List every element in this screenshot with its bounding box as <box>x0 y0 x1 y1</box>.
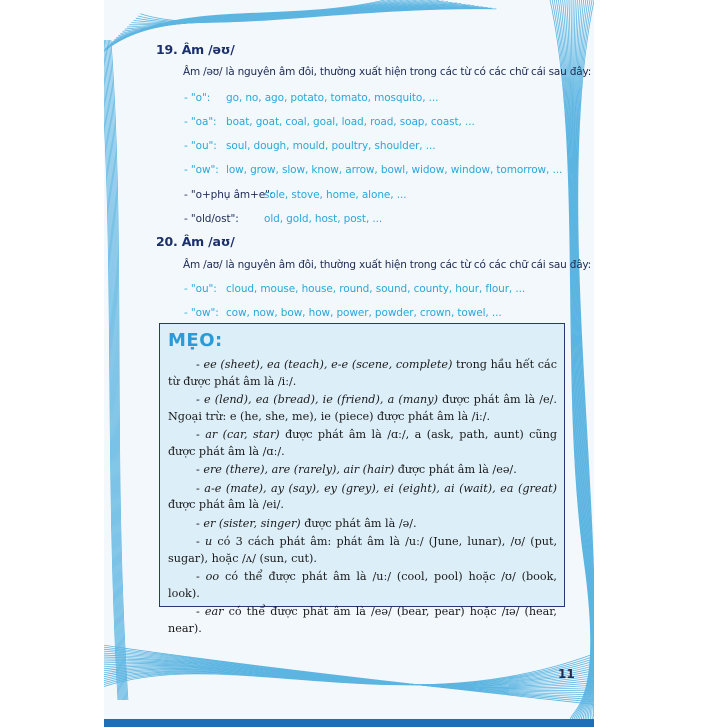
tip-item <box>168 481 557 514</box>
section-20-heading: 20. Âm /aʊ/ <box>156 234 235 249</box>
tip-pattern: - u <box>196 535 213 548</box>
example-words: low, grow, slow, know, arrow, bowl, widow, window, tomorrow, ... <box>226 164 563 176</box>
book-page <box>104 0 594 727</box>
tip-item <box>168 357 557 390</box>
tip-text: có thể được phát âm là /eə/ (bear, pear) hoặc /ɪə/ (hear, near). <box>168 605 557 635</box>
example-words: boat, goat, coal, goal, load, road, soap, coast, ... <box>226 116 475 128</box>
example-row <box>184 307 502 319</box>
spelling-pattern-label: - "oa": <box>184 116 217 128</box>
tip-pattern: - ere (there), are (rarely), air (hair) <box>196 463 395 476</box>
tip-item <box>168 604 557 637</box>
tip-text: được phát âm là /ei/. <box>168 498 284 511</box>
tip-item <box>168 516 557 533</box>
example-row <box>184 283 525 295</box>
tip-item <box>168 427 557 460</box>
tip-pattern: - ear <box>196 605 224 618</box>
tip-text: trong hầu hết các từ được phát âm là /iː/. <box>168 358 557 388</box>
spelling-pattern-label: - "o+phụ âm+e": <box>184 189 274 201</box>
example-words: old, gold, host, post, ... <box>264 213 383 225</box>
tip-pattern: - ee (sheet), ea (teach), e-e (scene, complete) <box>196 358 453 371</box>
tip-text: có thể được phát âm là /uː/ (cool, pool) hoặc /ʊ/ (book, look). <box>168 570 557 600</box>
example-words: sole, stove, home, alone, ... <box>264 189 407 201</box>
tip-text: được phát âm là /ə/. <box>300 516 417 530</box>
tip-text: có 3 cách phát âm: phát âm là /uː/ (June, lunar), /ʊ/ (put, sugar), hoặc /ʌ/ (sun, cut). <box>168 535 558 565</box>
section-19-heading: 19. Âm /əʊ/ <box>156 42 235 57</box>
example-row <box>184 164 562 176</box>
tip-text: được phát âm là /eə/. <box>394 463 517 476</box>
tip-pattern: - oo <box>196 570 220 583</box>
tips-title: MẸO: <box>168 330 223 351</box>
example-words: cow, now, bow, how, power, powder, crown, towel, ... <box>226 307 502 319</box>
tip-text: được phát âm là /ɑː/, a (ask, path, aunt) cũng được phát âm là /ɑː/. <box>168 428 557 458</box>
example-row <box>184 140 435 152</box>
example-words: go, no, ago, potato, tomato, mosquito, ... <box>226 92 439 104</box>
tip-pattern: - a-e (mate), ay (say), ey (grey), ei (eight), ai (wait), ea (great) <box>196 481 557 495</box>
tip-item <box>168 569 557 602</box>
spelling-pattern-label: - "ou": <box>184 283 217 295</box>
tip-pattern: - er (sister, singer) <box>196 516 301 530</box>
tip-pattern: - ar (car, star) <box>196 428 280 441</box>
spelling-pattern-label: - "ou": <box>184 140 217 152</box>
spelling-pattern-label: - "old/ost": <box>184 213 239 225</box>
tip-item <box>168 462 557 479</box>
tip-text: được phát âm là /e/. Ngoại trừ: e (he, she, me), ie (piece) được phát âm là /iː/. <box>168 393 557 423</box>
page-number: 11 <box>558 667 575 681</box>
spelling-pattern-label: - "ow": <box>184 164 219 176</box>
section-20-intro: Âm /aʊ/ là nguyên âm đôi, thường xuất hiện trong các từ có các chữ cái sau đây: <box>183 259 592 271</box>
tip-item <box>168 534 557 567</box>
example-row <box>184 116 475 128</box>
section-19-intro: Âm /əʊ/ là nguyên âm đôi, thường xuất hiện trong các từ có các chữ cái sau đây: <box>183 66 592 78</box>
example-row <box>184 189 406 201</box>
example-row <box>184 213 382 225</box>
spelling-pattern-label: - "o": <box>184 92 211 104</box>
example-words: cloud, mouse, house, round, sound, county, hour, flour, ... <box>226 283 526 295</box>
example-row <box>184 92 438 104</box>
spelling-pattern-label: - "ow": <box>184 307 219 319</box>
example-words: soul, dough, mould, poultry, shoulder, ... <box>226 140 436 152</box>
tip-item <box>168 392 557 425</box>
tips-box <box>159 323 565 635</box>
tip-pattern: - e (lend), ea (bread), ie (friend), a (many) <box>196 393 438 406</box>
